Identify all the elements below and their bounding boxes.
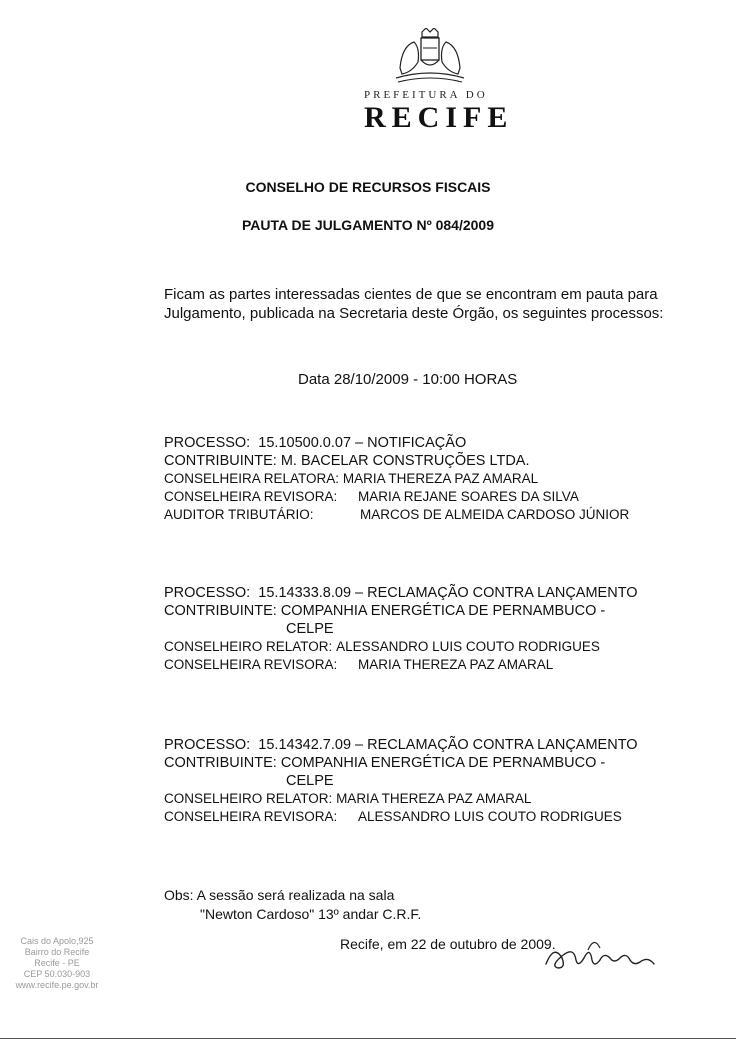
address-line: Recife - PE <box>34 958 80 968</box>
rapporteur-label: CONSELHEIRA RELATORA: <box>164 471 340 486</box>
address-line: Cais do Apolo,925 <box>20 936 94 946</box>
auditor-label: AUDITOR TRIBUTÁRIO: <box>164 507 314 522</box>
bottom-rule <box>0 1038 736 1039</box>
prefeitura-label: PREFEITURA DO <box>364 89 488 101</box>
handwritten-signature <box>540 934 660 974</box>
rapporteur-label: CONSELHEIRO RELATOR: <box>164 639 333 654</box>
reviewer-label: CONSELHEIRA REVISORA: <box>164 657 338 672</box>
address-line: CEP 50.030-903 <box>23 969 91 979</box>
rapporteur-name: ALESSANDRO LUIS COUTO RODRIGUES <box>336 639 600 654</box>
website-line: www.recife.pe.gov.br <box>15 980 99 990</box>
reviewer-name: MARIA THEREZA PAZ AMARAL <box>358 657 554 672</box>
observation-line: Obs: A sessão será realizada na sala <box>164 887 395 903</box>
taxpayer-name-continued: CELPE <box>286 773 334 789</box>
observation-note <box>164 886 421 924</box>
taxpayer-name-continued: CELPE <box>286 621 334 637</box>
rapporteur-label: CONSELHEIRO RELATOR: <box>164 791 333 806</box>
taxpayer-label: CONTRIBUINTE: <box>164 755 277 771</box>
reviewer-label: CONSELHEIRA REVISORA: <box>164 809 338 824</box>
rapporteur-name: MARIA THEREZA PAZ AMARAL <box>342 471 539 486</box>
process-block <box>164 584 638 674</box>
process-label: PROCESSO: <box>164 585 251 601</box>
process-number: 15.10500.0.07 – NOTIFICAÇÃO <box>258 435 467 451</box>
taxpayer-name: COMPANHIA ENERGÉTICA DE PERNAMBUCO - <box>280 603 606 619</box>
observation-room: "Newton Cardoso" 13º andar C.R.F. <box>200 906 422 922</box>
reviewer-name: ALESSANDRO LUIS COUTO RODRIGUES <box>358 809 622 824</box>
intro-line: Julgamento, publicada na Secretaria deste Órgão, os seguintes processos: <box>164 305 664 322</box>
taxpayer-label: CONTRIBUINTE: <box>164 453 277 469</box>
session-date: Data 28/10/2009 - 10:00 HORAS <box>298 371 518 388</box>
council-title: CONSELHO DE RECURSOS FISCAIS <box>245 179 491 195</box>
intro-paragraph <box>164 285 684 323</box>
place-and-date: Recife, em 22 de outubro de 2009. <box>340 936 556 952</box>
process-number: 15.14333.8.09 – RECLAMAÇÃO CONTRA LANÇAMENTO <box>258 585 638 601</box>
city-coat-of-arms-icon <box>392 28 468 84</box>
reviewer-name: MARIA REJANE SOARES DA SILVA <box>358 489 579 504</box>
reviewer-label: CONSELHEIRA REVISORA: <box>164 489 338 504</box>
intro-line: Ficam as partes interessadas cientes de que se encontram em pauta para <box>164 286 658 303</box>
auditor-name: MARCOS DE ALMEIDA CARDOSO JÚNIOR <box>360 507 630 522</box>
rapporteur-name: MARIA THEREZA PAZ AMARAL <box>336 791 532 806</box>
process-label: PROCESSO: <box>164 737 251 753</box>
process-number: 15.14342.7.09 – RECLAMAÇÃO CONTRA LANÇAMENTO <box>258 737 638 753</box>
footer-address <box>2 936 112 991</box>
taxpayer-name: M. BACELAR CONSTRUÇÕES LTDA. <box>280 453 530 469</box>
city-name: RECIFE <box>364 101 514 134</box>
agenda-title: PAUTA DE JULGAMENTO Nº 084/2009 <box>242 217 494 233</box>
taxpayer-label: CONTRIBUINTE: <box>164 603 277 619</box>
address-line: Bairro do Recife <box>24 947 90 957</box>
process-label: PROCESSO: <box>164 435 251 451</box>
taxpayer-name: COMPANHIA ENERGÉTICA DE PERNAMBUCO - <box>280 755 606 771</box>
process-block <box>164 434 629 524</box>
process-block <box>164 736 638 826</box>
